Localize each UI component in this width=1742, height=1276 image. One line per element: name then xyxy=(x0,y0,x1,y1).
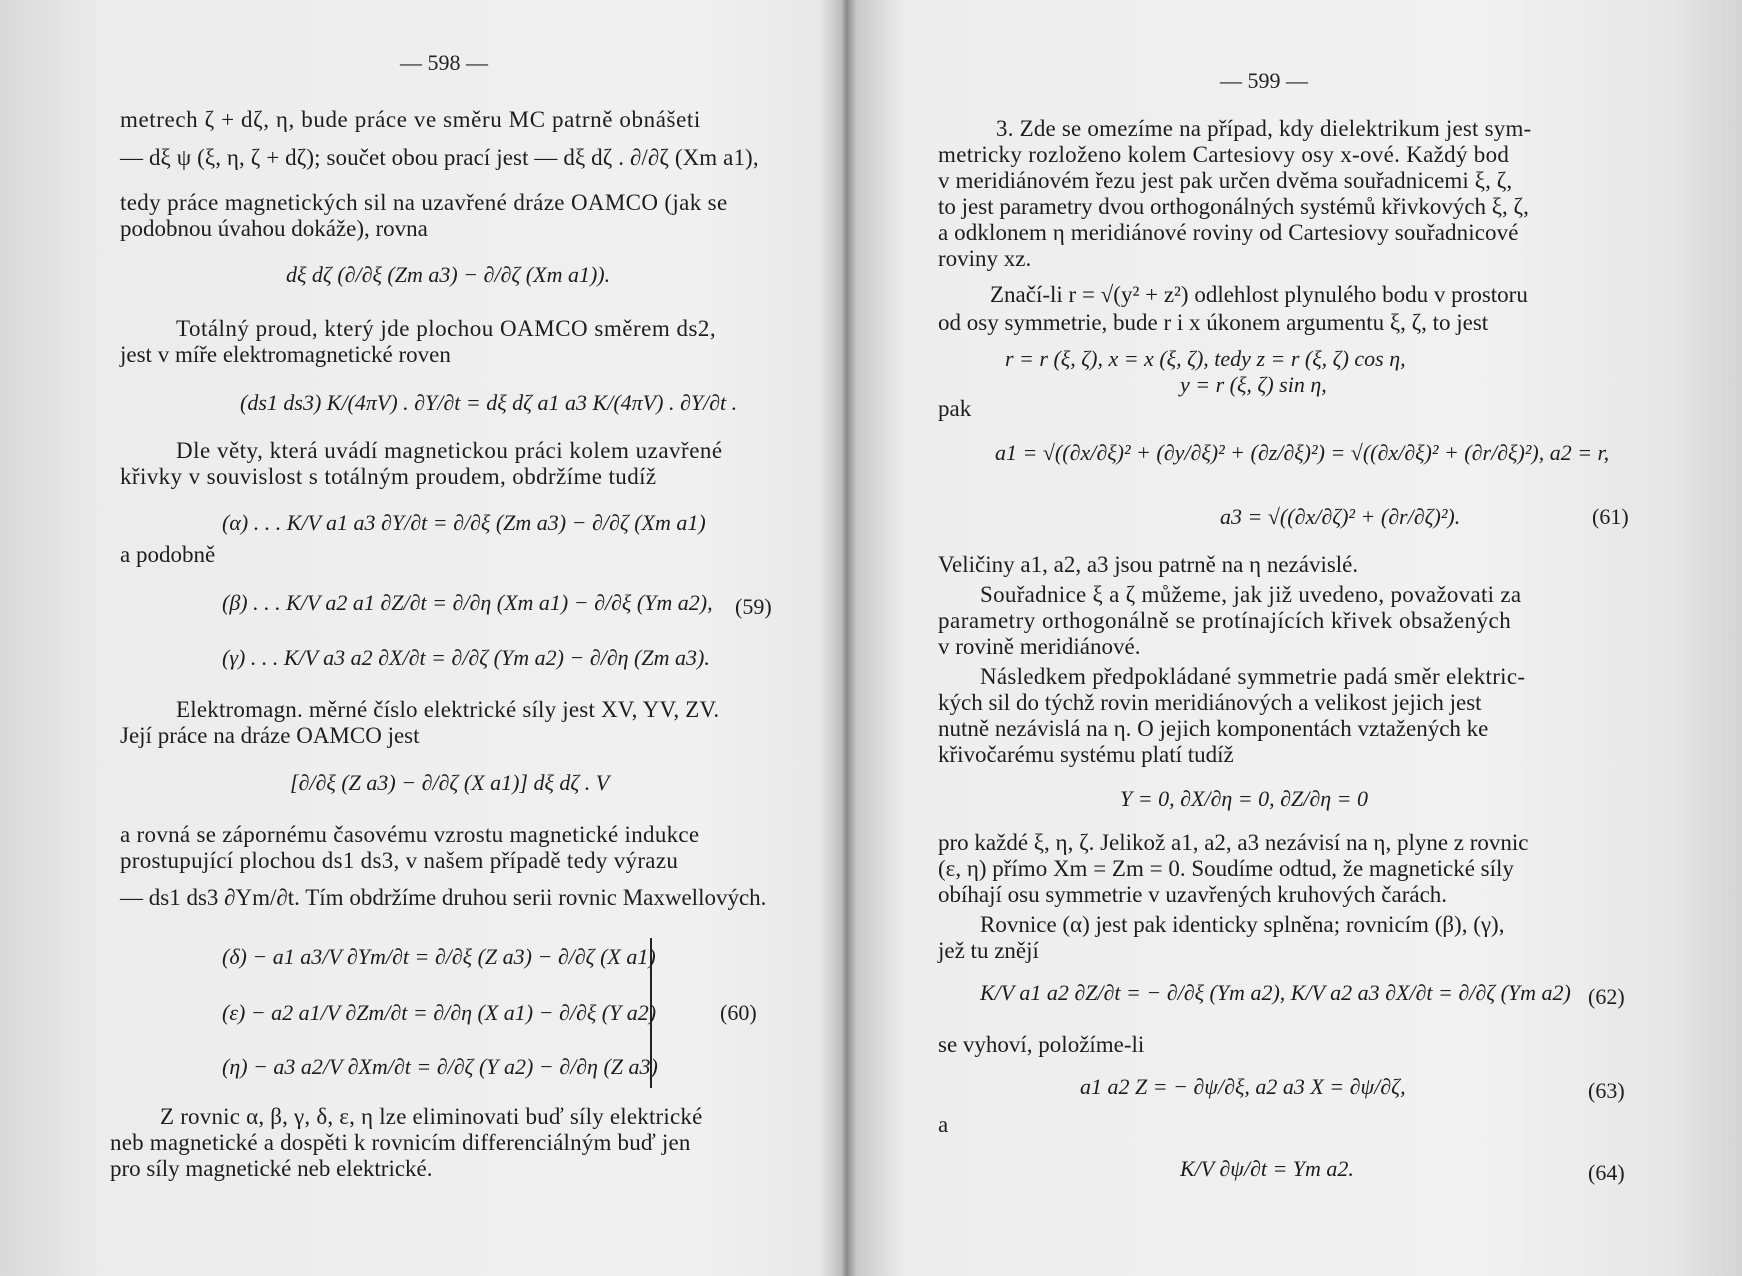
page-number: — 598 — xyxy=(400,50,488,75)
left-page xyxy=(0,0,830,1276)
equation: y = r (ξ, ζ) sin η, xyxy=(1180,372,1327,397)
equation: K/V a1 a2 ∂Z/∂t = − ∂/∂ξ (Ym a2), K/V a2 a3 ∂X/∂t = ∂/∂ζ (Ym a2) xyxy=(980,980,1571,1005)
equation: dξ dζ (∂/∂ξ (Zm a3) − ∂/∂ζ (Xm a1)). xyxy=(286,262,611,287)
text-line: Značí-li r = √(y² + z²) odlehlost plynulého bodu v prostoru xyxy=(990,282,1528,307)
text-line: 3. Zde se omezíme na případ, kdy dielektrikum jest sym- xyxy=(996,116,1532,141)
text-line: neb magnetické a dospěti k rovnicím differenciálným buď jen xyxy=(110,1130,691,1155)
text-line: (ε, η) přímo Xm = Zm = 0. Soudíme odtud, že magnetické síly xyxy=(938,856,1514,881)
text-line: Veličiny a1, a2, a3 jsou patrně na η nezávislé. xyxy=(938,552,1359,577)
text-line: nutně nezávislá na η. O jejich komponentách vztažených ke xyxy=(938,716,1489,741)
text-line: — dξ ψ (ξ, η, ζ + dζ); součet obou prací jest — dξ dζ . ∂/∂ζ (Xm a1), xyxy=(120,145,759,170)
text-line: roviny xz. xyxy=(938,246,1032,271)
text-line: Souřadnice ξ a ζ můžeme, jak již uvedeno, považovati za xyxy=(980,582,1522,607)
equation: a1 = √((∂x/∂ξ)² + (∂y/∂ξ)² + (∂z/∂ξ)²) = √((∂x/∂ξ)² + (∂r/∂ξ)²), a2 = r, xyxy=(995,440,1610,465)
text-line: to jest parametry dvou orthogonálných systémů křivkových ξ, ζ, xyxy=(938,194,1529,219)
equation: K/V ∂ψ/∂t = Ym a2. xyxy=(1180,1156,1354,1181)
text-line: v meridiánovém řezu jest pak určen dvěma souřadnicemi ξ, ζ, xyxy=(938,168,1513,193)
equation-number: (60) xyxy=(720,1000,757,1025)
text-line: Její práce na dráze OAMCO jest xyxy=(120,723,420,748)
text-line: Totálný proud, který jde plochou OAMCO směrem ds2, xyxy=(176,316,717,341)
equation: (γ) . . . K/V a3 a2 ∂X/∂t = ∂/∂ζ (Ym a2) − ∂/∂η (Zm a3). xyxy=(222,645,710,670)
equation: [∂/∂ξ (Z a3) − ∂/∂ζ (X a1)] dξ dζ . V xyxy=(290,770,610,795)
text-line: pak xyxy=(938,396,972,421)
text-line: Dle věty, která uvádí magnetickou práci kolem uzavřené xyxy=(176,438,723,463)
text-line: pro síly magnetické neb elektrické. xyxy=(110,1156,433,1181)
equation: Y = 0, ∂X/∂η = 0, ∂Z/∂η = 0 xyxy=(1120,786,1368,811)
text-line: v rovině meridiánové. xyxy=(938,634,1141,659)
text-line: Elektromagn. měrné číslo elektrické síly jest XV, YV, ZV. xyxy=(176,697,720,722)
equation-number: (63) xyxy=(1588,1078,1625,1103)
text-line: tedy práce magnetických sil na uzavřené dráze OAMCO (jak se xyxy=(120,190,728,215)
text-line: Z rovnic α, β, γ, δ, ε, η lze eliminovati buď síly elektrické xyxy=(160,1104,703,1129)
equation-number: (64) xyxy=(1588,1160,1625,1185)
text-line: parametry orthogonálně se protínajících křivek obsažených xyxy=(938,608,1512,633)
right-page xyxy=(850,0,1742,1276)
text-line: obíhají osu symmetrie v uzavřených kruhových čarách. xyxy=(938,882,1448,907)
text-line: se vyhoví, položíme-li xyxy=(938,1032,1145,1057)
text-line: a rovná se zápornému časovému vzrostu magnetické indukce xyxy=(120,822,700,847)
equation: (δ) − a1 a3/V ∂Ym/∂t = ∂/∂ξ (Z a3) − ∂/∂ζ (X a1) xyxy=(222,944,656,969)
equation: (β) . . . K/V a2 a1 ∂Z/∂t = ∂/∂η (Xm a1) − ∂/∂ξ (Ym a2), xyxy=(222,590,713,615)
text-line: a podobně xyxy=(120,542,216,567)
text-line: — ds1 ds3 ∂Ym/∂t. Tím obdržíme druhou serii rovnic Maxwellových. xyxy=(120,885,767,910)
text-line: Rovnice (α) jest pak identicky splněna; rovnicím (β), (γ), xyxy=(980,912,1505,937)
text-line: jest v míře elektromagnetické roven xyxy=(120,342,451,367)
equation: (ε) − a2 a1/V ∂Zm/∂t = ∂/∂η (X a1) − ∂/∂ξ (Y a2) xyxy=(222,1000,657,1025)
text-line: a odklonem η meridiánové roviny od Cartesiovy souřadnicové xyxy=(938,220,1519,245)
equation: a3 = √((∂x/∂ζ)² + (∂r/∂ζ)²). xyxy=(1220,504,1461,529)
page-number: — 599 — xyxy=(1220,68,1308,93)
text-line: podobnou úvahou dokáže), rovna xyxy=(120,216,428,241)
text-line: křivky v souvislost s totálným proudem, obdržíme tudíž xyxy=(120,464,657,489)
text-line: jež tu znějí xyxy=(938,938,1039,963)
text-line: metricky rozloženo kolem Cartesiovy osy x-ové. Každý bod xyxy=(938,142,1510,167)
equation: (ds1 ds3) K/(4πV) . ∂Y/∂t = dξ dζ a1 a3 K/(4πV) . ∂Y/∂t . xyxy=(240,390,738,415)
equation-brace xyxy=(650,938,652,1088)
text-line: prostupující plochou ds1 ds3, v našem případě tedy výrazu xyxy=(120,848,679,873)
equation-number: (59) xyxy=(735,594,772,619)
text-line: kých sil do týchž rovin meridiánových a velikost jejich jest xyxy=(938,690,1482,715)
equation: (η) − a3 a2/V ∂Xm/∂t = ∂/∂ζ (Y a2) − ∂/∂η (Z a3) xyxy=(222,1054,658,1079)
text-line: Následkem předpokládané symmetrie padá směr elektric- xyxy=(980,664,1526,689)
text-line: křivočarému systému platí tudíž xyxy=(938,742,1234,767)
text-line: pro každé ξ, η, ζ. Jelikož a1, a2, a3 nezávisí na η, plyne z rovnic xyxy=(938,830,1529,855)
equation-number: (62) xyxy=(1588,984,1625,1009)
text-line: od osy symmetrie, bude r i x úkonem argumentu ξ, ζ, to jest xyxy=(938,310,1489,335)
text-line: metrech ζ + dζ, η, bude práce ve směru MC patrně obnášeti xyxy=(120,107,701,132)
equation: a1 a2 Z = − ∂ψ/∂ξ, a2 a3 X = ∂ψ/∂ζ, xyxy=(1080,1074,1406,1099)
equation-number: (61) xyxy=(1592,504,1629,529)
equation: (α) . . . K/V a1 a3 ∂Y/∂t = ∂/∂ξ (Zm a3) − ∂/∂ζ (Xm a1) xyxy=(222,510,706,535)
text-line: a xyxy=(938,1112,949,1137)
equation: r = r (ξ, ζ), x = x (ξ, ζ), tedy z = r (ξ, ζ) cos η, xyxy=(1005,346,1406,371)
